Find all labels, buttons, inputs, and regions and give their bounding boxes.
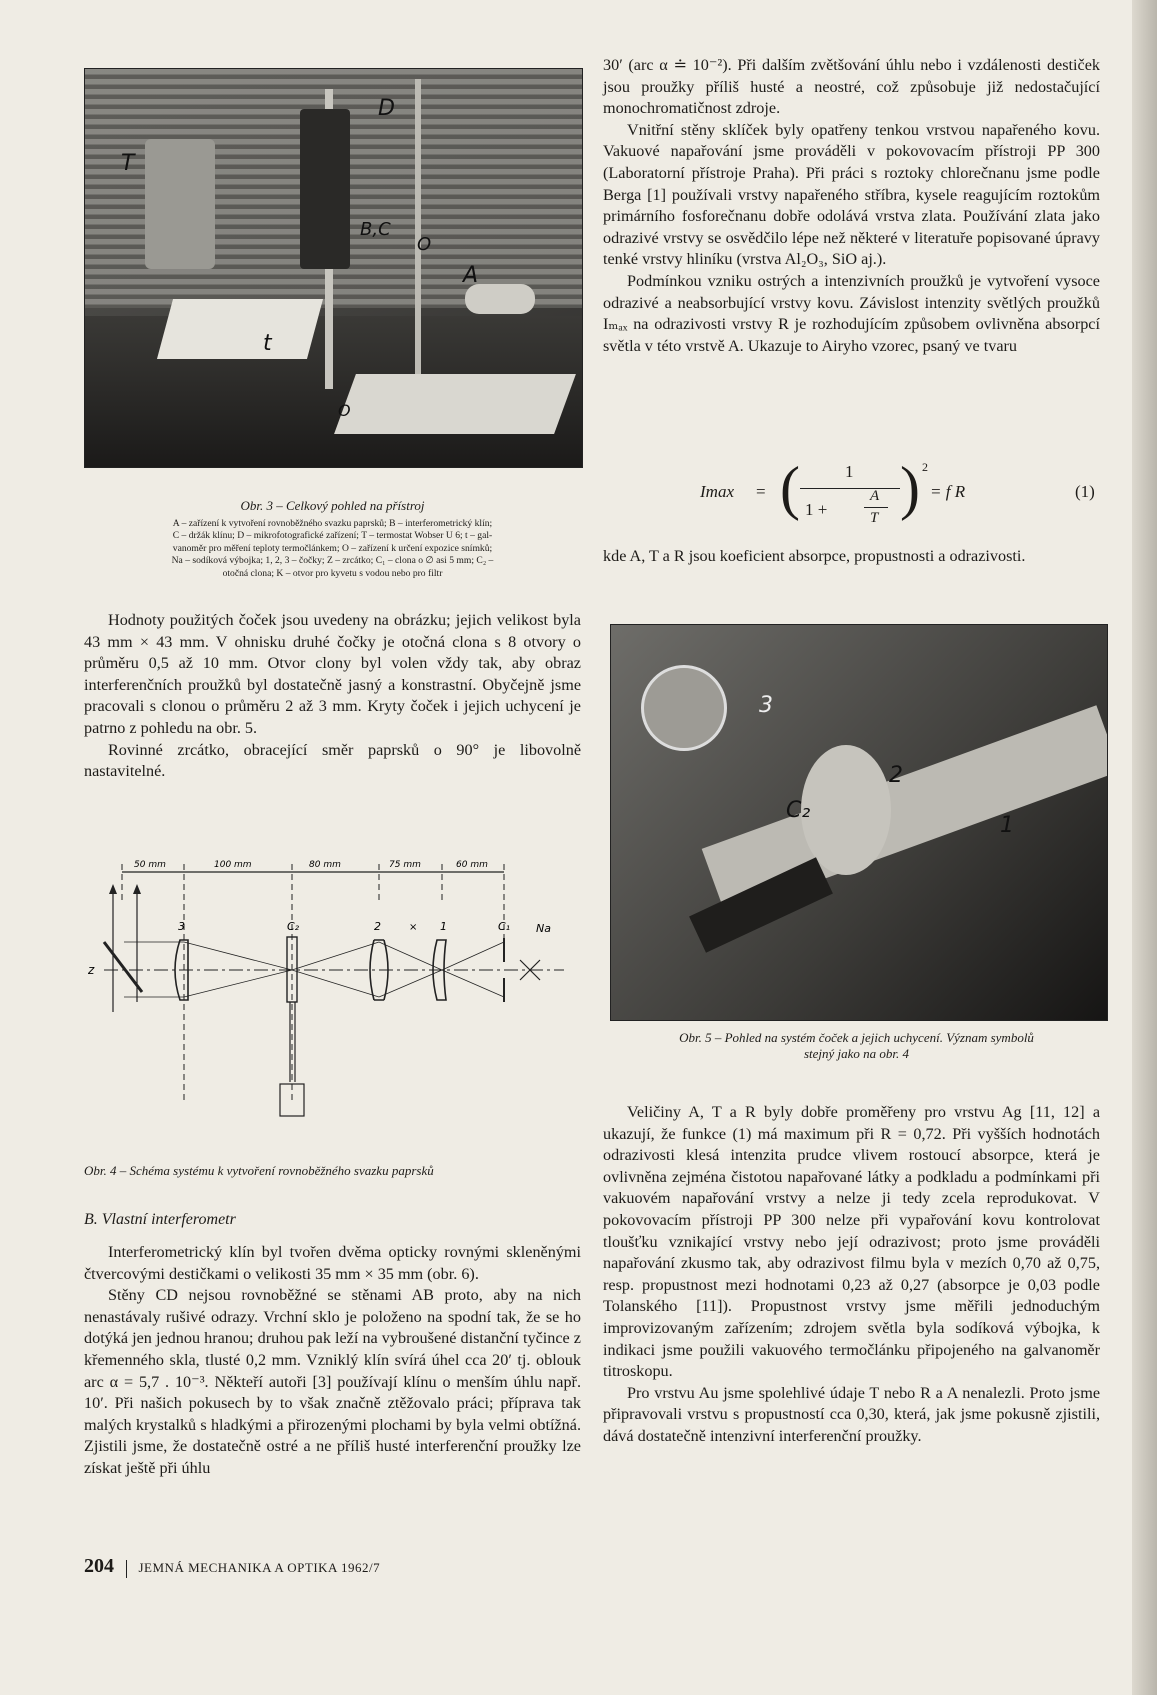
sodium-lamp-shape [465, 284, 535, 314]
fig4-label-2: 2 [374, 920, 381, 933]
figure-5-caption [603, 1030, 1110, 1062]
formula-equals: = [756, 482, 766, 501]
caption-line: C – držák klínu; D – mikrofotografické zařízení; T – termostat Wobser U 6; t – gal- [172, 530, 493, 542]
paragraph: kde A, T a R jsou koeficient absorpce, propustnosti a odrazivosti. [603, 547, 1026, 565]
fig5-label-c2: C₂ [786, 798, 811, 823]
dim-80mm: 80 mm [309, 860, 341, 870]
thermostat-shape [145, 139, 215, 269]
fig3-label-bc: B,C [360, 219, 391, 240]
formula-inner-bar [864, 507, 888, 508]
paragraph: Interferometrický klín byl tvořen dvěma opticky rovnými skleněnými čtvercovými destičkami o velikosti 35 mm × 35 mm (obr. 6). [84, 1243, 581, 1283]
formula-rhs: = f R [930, 482, 966, 501]
fig5-label-2: 2 [889, 763, 903, 788]
formula-fraction-bar [800, 488, 900, 489]
fig4-label-c2: C₂ [287, 920, 300, 933]
right-column-after-formula [603, 546, 1100, 568]
right-column-text-1 [603, 55, 1100, 357]
paragraph: Stěny CD nejsou rovnoběžné se stěnami AB proto, aby na nich nenastávaly rušivé odrazy. Vrchní sklo je položeno na spodní tak, že se ho dotýká jen jednou hranou; druhou pak leží na vybroušené distanční tyčince z křemenného skla, tlusté 0,2 mm. Vzniklý klín svírá úhel cca 20′ tj. oblouk arc α = 5,7 . 10⁻³. Někteří autoři [3] používají klínu o menším úhlu např. 10′. Při našich pokusech by to však značně ztěžovalo práci; příprava tak malých krystalků s hladkými a přirozenými plochami by byla velmi obtížná. Zjistili jsme, že dostatečně ostré a ne příliš husté interferenční proužky lze získat ještě při úhlu [84, 1286, 581, 1477]
fig3-label-t-lower: t [263, 331, 272, 356]
formula-number: (1) [1075, 482, 1095, 501]
fig3-label-t-upper: T [121, 151, 135, 176]
formula-paren-left: ( [780, 455, 800, 521]
paragraph: Vnitřní stěny sklíček byly opatřeny tenkou vrstvou napařeného kovu. Vakuové napařování jsme prováděli v pokovovacím přístroji PP 300 (Laboratorní přístroje Praha). Při práci s roztoky chlorečnanu jsme podle Berga [1] používali vrstvy napařeného stříbra, kysele reagujícím roztokům primárního fosforečnanu dobře odolává vrstva zlata. Používání zlata jako odrazivé vrstvy se osvědčilo lépe než některé v literatuře popisované úpravy tenké vrstvy hliníku (vrstva Al₂O₃, SiO aj.). [603, 120, 1100, 269]
journal-name: JEMNÁ MECHANIKA A OPTIKA 1962/7 [138, 1560, 381, 1575]
caption-line: Na – sodíková výbojka; 1, 2, 3 – čočky; Z – zrcátko; C₁ – clona o ∅ asi 5 mm; C₂ – [171, 555, 494, 567]
caption-line: stejný jako na obr. 4 [803, 1046, 910, 1061]
figure-3-photo [84, 68, 583, 468]
footer-divider [126, 1560, 127, 1578]
paragraph: Pro vrstvu Au jsme spolehlivé údaje T nebo R a A nenalezli. Proto jsme připravovali vrstvu s propustností cca 0,30, která, jak jsme pokusně zjistili, dává dostatečně intenzivní interferenční proužky. [603, 1383, 1100, 1445]
paragraph: Hodnoty použitých čoček jsou uvedeny na obrázku; jejich velikost byla 43 mm × 43 mm. V ohnisku druhé čočky je otočná clona s 8 otvory o průměru 0,5 až 10 mm. Otvor clony byl volen vždy tak, aby obraz interferenčních proužků byl dostatečně jasný a konstrastní. Obyčejně jsme pracovali s clonou o průměru 2 až 3 mm. Kryty čoček i jejich uchycení je patrno z pohledu na obr. 5. [84, 611, 581, 737]
page-footer [84, 1555, 380, 1578]
lens-3-shape [641, 665, 727, 751]
figure-5-photo [610, 624, 1108, 1021]
dim-100mm: 100 mm [214, 860, 252, 870]
formula-lhs: Imax [700, 482, 734, 501]
caption-line: Obr. 5 – Pohled na systém čoček a jejich uchycení. Význam symbolů [679, 1030, 1034, 1045]
dim-60mm: 60 mm [456, 860, 488, 870]
fig4-label-1: 1 [440, 920, 447, 933]
left-column-text-2 [84, 1242, 581, 1480]
formula-inner-num: A [870, 488, 880, 504]
formula-numerator: 1 [845, 462, 854, 481]
formula-den-prefix: 1 + [805, 500, 828, 519]
caption-line: A – zařízení k vytvoření rovnoběžného svazku paprsků; B – interferometrický klín; [172, 518, 493, 529]
formula-paren-right: ) [900, 455, 920, 521]
formula-inner-den: T [870, 510, 879, 526]
page-number: 204 [84, 1555, 114, 1577]
figure-3-caption [84, 518, 581, 580]
paragraph: Veličiny A, T a R byly dobře proměřeny pro vrstvu Ag [11, 12] a ukazují, že funkce (1) má maximum při R = 0,72. Při vyšších hodnotách odrazivosti klesá intenzita prudce vlivem rostoucí absorpce, která je ovlivněna zejména čistotou napařované látky a podkladu a podmínkami při vakuovém napařování vrstvy a nelze ji tedy zcela reprodukovat. V pokovovacím přístroji PP 300 nelze při vypařování kovu kontrolovat tloušťku vznikající vrstvy nebo její odrazivost; proto jsme prováděli napařování zkusmo tak, aby odrazivost filmu byla v mezích 0,70 až 0,75, resp. propustnost mezi hodnotami 0,23 až 0,27 (absorpce je 0,03 podle Tolanského [11]). Propustnost vrstvy jsme měřili jednoduchým improvizovaným zařízením; zdrojem světla byla sodíková výbojka, k indikaci jsme použili vakuového termočlánku připojeného na galvanoměr titroskopu. [603, 1103, 1100, 1381]
formula-exponent: 2 [922, 460, 928, 474]
fig3-label-o: O [417, 234, 432, 255]
left-column-text-1 [84, 610, 581, 783]
dim-50mm: 50 mm [134, 860, 166, 870]
fig3-label-d: D [378, 96, 395, 121]
caption-line: otočná clona; K – otvor pro kyvetu s vodou nebo pro filtr [222, 567, 443, 579]
fig3-label-o-lower: O [338, 401, 351, 420]
microscope-shape [300, 109, 350, 269]
fig5-label-1: 1 [1000, 813, 1014, 838]
fig4-label-3: 3 [178, 920, 185, 933]
section-heading-b: B. Vlastní interferometr [84, 1211, 236, 1228]
page-edge [1132, 0, 1157, 1695]
figure-4-diagram [84, 852, 584, 1182]
fig3-label-a: A [463, 263, 479, 288]
right-column-text-2 [603, 1102, 1100, 1448]
caption-line: vanoměr pro měření teploty termočlánkem; O – zařízení k určení expozice snímků; [172, 542, 493, 554]
galvanometer-box [157, 299, 323, 359]
fig5-label-3: 3 [759, 693, 773, 718]
fig4-label-k: × [409, 922, 418, 933]
paragraph: Rovinné zrcátko, obracející směr paprsků o 90° je libovolně nastavitelné. [84, 740, 581, 781]
dim-75mm: 75 mm [389, 860, 421, 870]
figure-3-caption-title: Obr. 3 – Celkový pohled na přístroj [240, 498, 425, 513]
aperture-disk [801, 745, 891, 875]
base-plate [334, 374, 576, 434]
paragraph: 30′ (arc α ≐ 10⁻²). Při dalším zvětšování úhlu nebo i vzdálenosti destiček jsou proužky příliš husté a neostré, což způsobuje již nedostačující monochromatičnost zdroje. [603, 56, 1100, 118]
airy-formula [700, 455, 1100, 542]
paragraph: Podmínkou vzniku ostrých a intenzivních proužků je vytvoření vysoce odrazivé a neabsorbující vrstvy kovu. Závislost intenzity světlých proužků Iₘₐₓ na odrazivosti vrstvy R je rozhodujícím způsobem ovlivněna absorpcí světla v této vrstvě A. Ukazuje to Airyho vzorec, psaný ve tvaru [603, 271, 1100, 355]
fig4-label-c1: C₁ [498, 920, 511, 933]
figure-4-caption: Obr. 4 – Schéma systému k vytvoření rovnoběžného svazku paprsků [84, 1163, 434, 1178]
fig4-label-na: Na [536, 922, 551, 935]
fig4-label-z: z [88, 963, 95, 977]
